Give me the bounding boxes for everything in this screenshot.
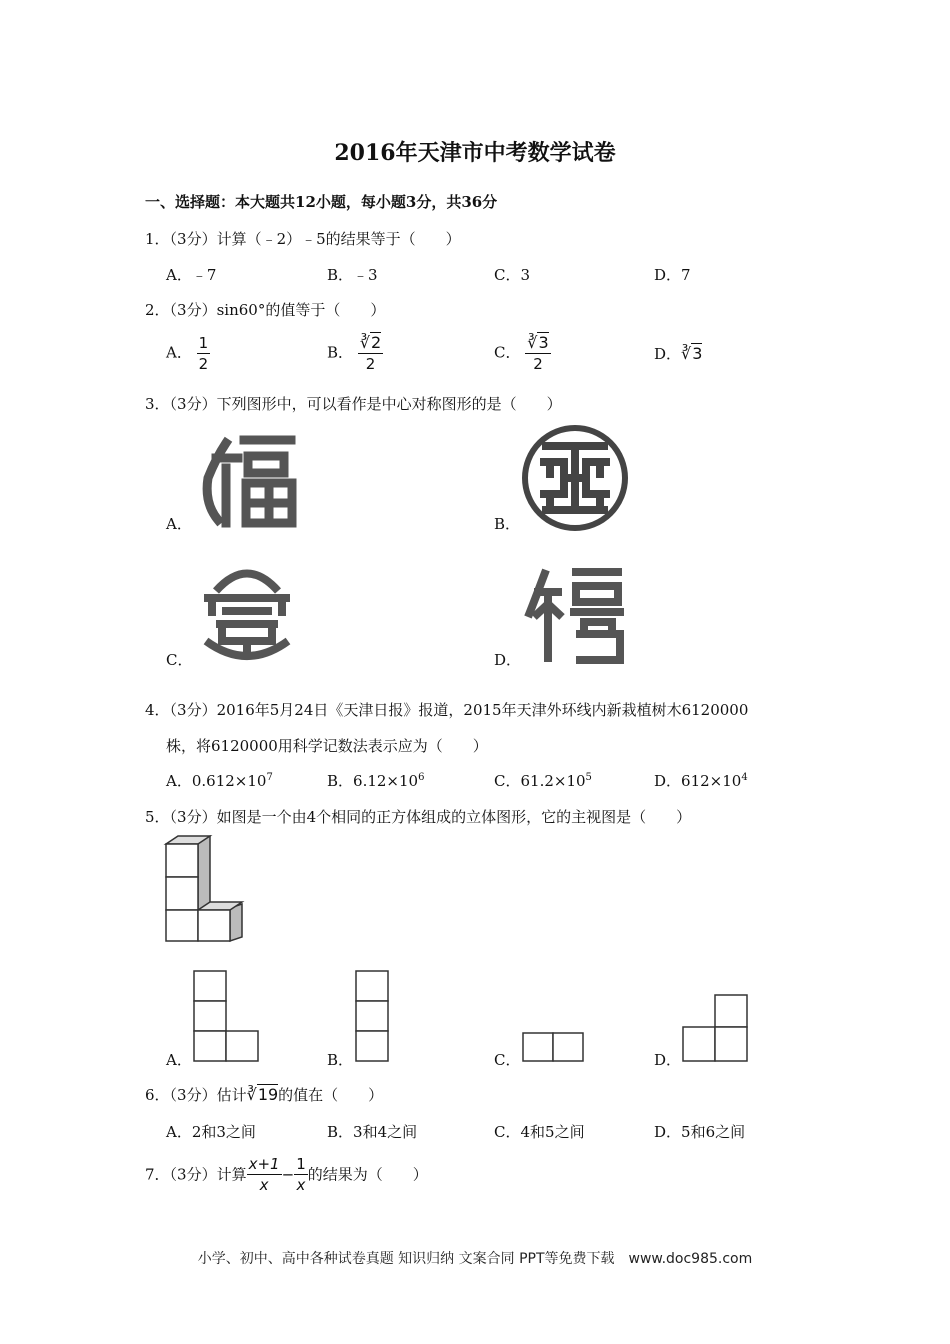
fraction: $\frac{∛3}{2}$: [527, 333, 549, 373]
q1-option-a[interactable]: A．﹣7: [166, 266, 217, 284]
q6-option-d[interactable]: D．5和6之间: [654, 1123, 746, 1141]
question-text: 计算（﹣2）﹣5的结果等于（ ）: [216, 230, 461, 248]
question-text: sin60°的值等于（ ）: [216, 301, 386, 319]
section-heading: 一、选择题：本大题共12小题，每小题3分，共36分: [145, 193, 498, 211]
q5-option-a-label[interactable]: A．: [166, 1051, 192, 1069]
page-title: 2016年天津市中考数学试卷: [334, 140, 616, 166]
question-score: （3分）: [169, 230, 217, 248]
question-text: 下列图形中，可以看作是中心对称图形的是（ ）: [216, 395, 562, 413]
question-2: 2．（3分）sin60°的值等于（ ）: [145, 301, 386, 319]
question-3: 3．（3分）下列图形中，可以看作是中心对称图形的是（ ）: [145, 395, 562, 413]
q3-option-a-label[interactable]: A．: [166, 515, 192, 533]
fu-seal-image: [196, 428, 306, 528]
q2-option-a[interactable]: A． $\frac{1}{2}$: [166, 334, 209, 373]
question-text-post: 的结果为（ ）: [307, 1165, 428, 1184]
question-5: 5．（3分）如图是一个由4个相同的正方体组成的立体图形，它的主视图是（ ）: [145, 808, 692, 826]
q2-option-b[interactable]: B． $\frac{∛2}{2}$: [327, 333, 382, 373]
front-view-b: [354, 969, 390, 1063]
q4-option-c[interactable]: C．$61.2\times 10^5$: [494, 772, 592, 790]
question-1: [145, 228, 461, 249]
question-text: 如图是一个由4个相同的正方体组成的立体图形，它的主视图是（ ）: [216, 808, 692, 826]
question-text-pre: 估计: [216, 1086, 247, 1104]
front-view-c: [521, 1031, 585, 1063]
q3-option-d-label[interactable]: D．: [494, 651, 522, 669]
cube-root: ∛19: [246, 1085, 279, 1104]
fraction: $\frac{1}{x}$: [296, 1155, 306, 1194]
fraction: $\frac{x+1}{x}$: [248, 1155, 280, 1194]
q4-option-b[interactable]: B．$6.12\times 10^6$: [327, 772, 425, 790]
q2-option-d[interactable]: D．∛3: [654, 344, 703, 363]
q5-option-d-label[interactable]: D．: [654, 1051, 682, 1069]
shou-seal-image: [194, 556, 300, 666]
fraction: $\frac{1}{2}$: [198, 334, 209, 373]
front-view-a: [192, 969, 260, 1063]
q6-option-a[interactable]: A．2和3之间: [166, 1123, 256, 1141]
q1-option-b[interactable]: B．﹣3: [327, 266, 378, 284]
q1-option-c[interactable]: C．3: [494, 266, 531, 284]
front-view-d: [681, 993, 749, 1063]
question-text-post: 的值在（ ）: [278, 1086, 384, 1104]
footer-text: 小学、初中、高中各种试卷真题 知识归纳 文案合同 PPT等免费下载 www.doc985.com: [197, 1251, 753, 1267]
cube-solid-figure: [164, 836, 246, 946]
question-6: 6．（3分）估计∛19的值在（ ）: [145, 1085, 384, 1104]
q6-option-c[interactable]: C．4和5之间: [494, 1123, 585, 1141]
q6-option-b[interactable]: B．3和4之间: [327, 1123, 418, 1141]
fraction: $\frac{∛2}{2}$: [359, 333, 382, 373]
q1-option-d[interactable]: D．7: [654, 266, 691, 284]
q5-option-b-label[interactable]: B．: [327, 1051, 354, 1069]
q5-option-c-label[interactable]: C．: [494, 1051, 521, 1069]
question-7: 7．（3分）计算 $\frac{x+1}{x}$ − $\frac{1}{x}$ 的结果为（ ）: [145, 1155, 428, 1194]
question-text: 2016年5月24日《天津日报》报道，2015年天津外环线内新栽植树木6120000: [216, 701, 749, 719]
q4-option-a[interactable]: A．$0.612\times 10^7$: [166, 772, 273, 790]
question-4-line-2: 株，将6120000用科学记数法表示应为（ ）: [166, 737, 488, 755]
question-number: 1．: [145, 230, 170, 248]
q3-option-c-label[interactable]: C．: [166, 651, 193, 669]
lu-seal-image: [520, 424, 630, 532]
q4-option-d[interactable]: D．$612\times 10^4$: [654, 772, 748, 790]
question-text-pre: 计算: [216, 1165, 247, 1184]
q2-option-c[interactable]: C． $\frac{∛3}{2}$: [494, 333, 549, 373]
question-4: 4．（3分）2016年5月24日《天津日报》报道，2015年天津外环线内新栽植树木6120000: [145, 701, 749, 719]
xi-seal-image: [524, 562, 628, 666]
q3-option-b-label[interactable]: B．: [494, 515, 521, 533]
